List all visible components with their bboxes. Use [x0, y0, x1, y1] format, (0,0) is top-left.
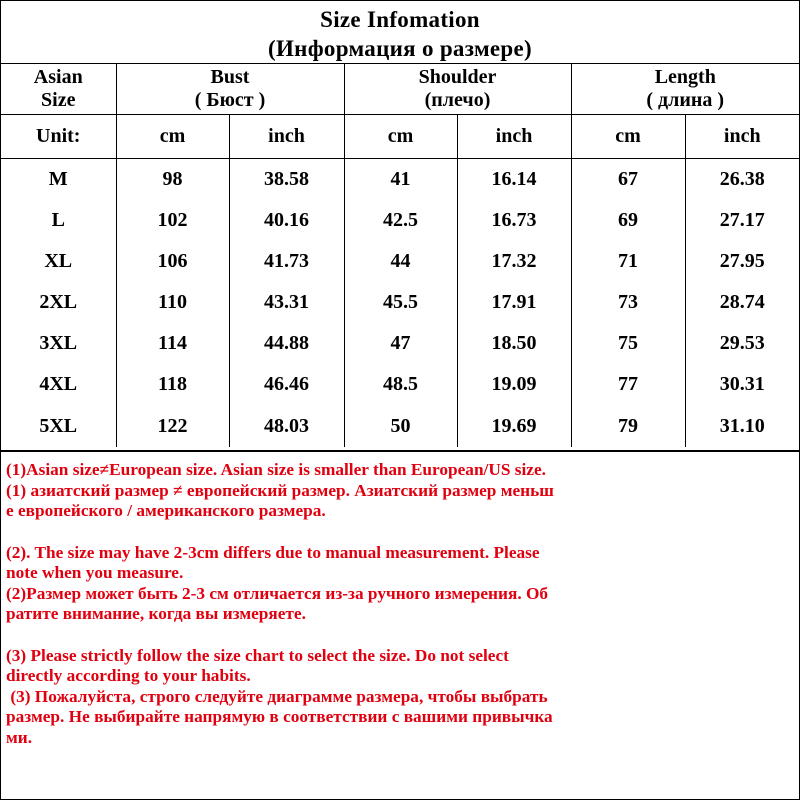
note-1-ru-cont: е европейского / американского размера. — [6, 501, 326, 520]
size-cell: L — [1, 200, 116, 241]
size-cell: 3XL — [1, 323, 116, 364]
shoulder-inch-cell: 17.91 — [457, 282, 571, 323]
size-row — [1, 323, 799, 364]
bust-cm-cell: 102 — [116, 200, 229, 241]
header-bust-line2: ( Бюст ) — [194, 88, 266, 111]
title-block — [1, 1, 799, 64]
length-inch-cell: 28.74 — [685, 282, 799, 323]
length-inch-cell: 30.31 — [685, 364, 799, 405]
bust-inch-cell: 44.88 — [229, 323, 344, 364]
shoulder-cm-cell: 44 — [344, 241, 457, 282]
bust-inch-cell: 48.03 — [229, 405, 344, 447]
length-inch-cell: 26.38 — [685, 159, 799, 201]
title-russian: (Информация о размере) — [268, 36, 532, 61]
header-shoulder-line2: (плечо) — [424, 88, 491, 111]
bust-inch-cell: 38.58 — [229, 159, 344, 201]
note-spacer — [6, 625, 795, 646]
note-3-ru: (3) Пожалуйста, строго следуйте диаграмме размера, чтобы выбрать — [6, 686, 548, 706]
size-row — [1, 159, 799, 201]
unit-shoulder-cm: cm — [344, 115, 457, 159]
shoulder-inch-cell: 18.50 — [457, 323, 571, 364]
length-cm-cell: 71 — [571, 241, 685, 282]
shoulder-cm-cell: 50 — [344, 405, 457, 447]
note-2-ru-cont: ратите внимание, когда вы измеряете. — [6, 604, 306, 623]
note-3-ru-end: ми. — [6, 727, 33, 747]
note-3-en-cont: directly according to your habits. — [6, 666, 251, 685]
length-cm-cell: 69 — [571, 200, 685, 241]
header-length — [571, 63, 799, 115]
bust-inch-cell: 41.73 — [229, 241, 344, 282]
notes-block — [1, 450, 799, 748]
size-cell: 5XL — [1, 405, 116, 447]
shoulder-inch-cell: 17.32 — [457, 241, 571, 282]
note-1-ru: (1) азиатский размер ≠ европейский размер. Азиатский размер меньш — [6, 480, 554, 500]
shoulder-inch-cell: 19.69 — [457, 405, 571, 447]
note-3-ru-cont: размер. Не выбирайте напрямую в соответствии с вашими привычка — [6, 707, 553, 726]
unit-length-inch: inch — [685, 115, 799, 159]
size-row — [1, 241, 799, 282]
size-row — [1, 405, 799, 447]
unit-bust-cm: cm — [116, 115, 229, 159]
unit-row — [1, 115, 799, 159]
length-inch-cell: 31.10 — [685, 405, 799, 447]
size-cell: 4XL — [1, 364, 116, 405]
title-english: Size Infomation — [320, 7, 480, 32]
size-row — [1, 200, 799, 241]
shoulder-cm-cell: 41 — [344, 159, 457, 201]
bust-inch-cell: 40.16 — [229, 200, 344, 241]
header-bust — [116, 63, 344, 115]
bust-cm-cell: 114 — [116, 323, 229, 364]
bust-cm-cell: 98 — [116, 159, 229, 201]
bust-cm-cell: 110 — [116, 282, 229, 323]
bust-inch-cell: 46.46 — [229, 364, 344, 405]
shoulder-cm-cell: 47 — [344, 323, 457, 364]
length-inch-cell: 29.53 — [685, 323, 799, 364]
bust-cm-cell: 118 — [116, 364, 229, 405]
size-row — [1, 364, 799, 405]
shoulder-cm-cell: 42.5 — [344, 200, 457, 241]
note-2-en: (2). The size may have 2-3cm differs due to manual measurement. Please — [6, 542, 540, 562]
header-length-line2: ( длина ) — [646, 88, 725, 111]
header-size-line2: Size — [41, 88, 76, 111]
unit-length-cm: cm — [571, 115, 685, 159]
bust-inch-cell: 43.31 — [229, 282, 344, 323]
note-3-en: (3) Please strictly follow the size chart to select the size. Do not select — [6, 645, 509, 665]
shoulder-inch-cell: 16.73 — [457, 200, 571, 241]
size-cell: XL — [1, 241, 116, 282]
length-inch-cell: 27.17 — [685, 200, 799, 241]
size-cell: M — [1, 159, 116, 201]
header-length-line1: Length — [654, 65, 716, 88]
note-1-en: (1)Asian size≠European size. Asian size is smaller than European/US size. — [6, 460, 546, 479]
size-table — [1, 63, 799, 447]
bust-cm-cell: 122 — [116, 405, 229, 447]
shoulder-cm-cell: 48.5 — [344, 364, 457, 405]
length-cm-cell: 67 — [571, 159, 685, 201]
header-shoulder-line1: Shoulder — [418, 65, 497, 88]
shoulder-inch-cell: 19.09 — [457, 364, 571, 405]
note-spacer — [6, 522, 795, 543]
header-row — [1, 63, 799, 115]
size-cell: 2XL — [1, 282, 116, 323]
header-shoulder — [344, 63, 571, 115]
length-cm-cell: 77 — [571, 364, 685, 405]
unit-label: Unit: — [1, 115, 116, 159]
length-inch-cell: 27.95 — [685, 241, 799, 282]
unit-shoulder-inch: inch — [457, 115, 571, 159]
size-row — [1, 282, 799, 323]
length-cm-cell: 79 — [571, 405, 685, 447]
header-bust-line1: Bust — [210, 65, 250, 88]
header-size-line1: Asian — [33, 65, 83, 88]
length-cm-cell: 75 — [571, 323, 685, 364]
bust-cm-cell: 106 — [116, 241, 229, 282]
shoulder-inch-cell: 16.14 — [457, 159, 571, 201]
length-cm-cell: 73 — [571, 282, 685, 323]
shoulder-cm-cell: 45.5 — [344, 282, 457, 323]
note-2-en-cont: note when you measure. — [6, 563, 184, 582]
unit-bust-inch: inch — [229, 115, 344, 159]
note-2-ru: (2)Размер может быть 2-3 см отличается из-за ручного измерения. Об — [6, 583, 549, 603]
header-size — [1, 63, 116, 115]
